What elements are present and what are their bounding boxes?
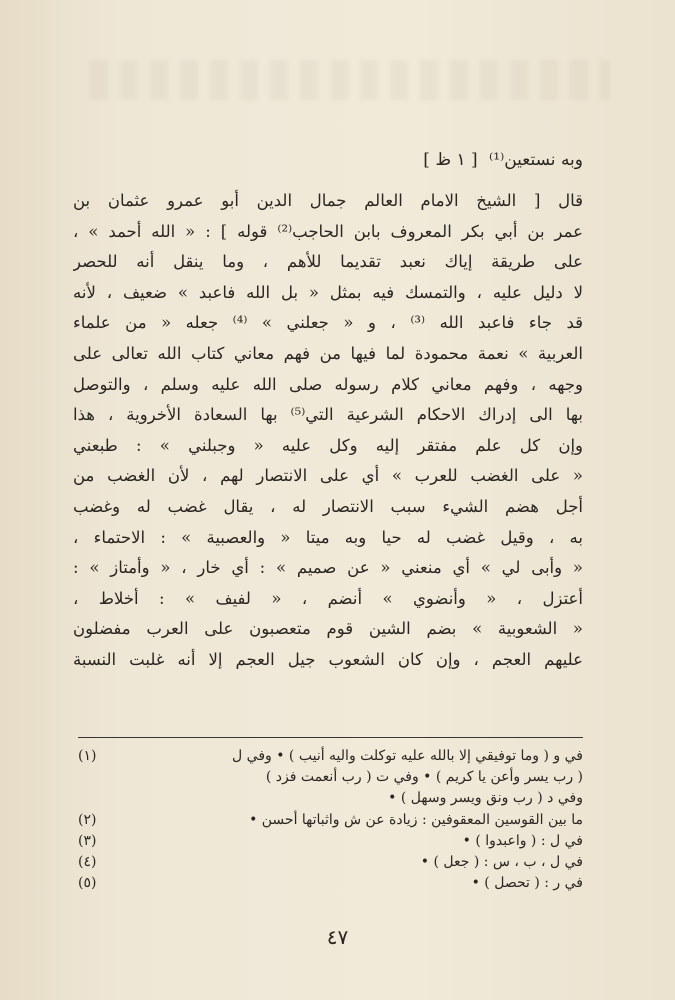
footnote-text: وفي د ( رب ونق ويسر وسهل ) • <box>388 790 583 807</box>
footnote-number-blank <box>78 767 122 788</box>
footnote-item <box>78 852 583 873</box>
page-number: ٤٧ <box>326 925 349 949</box>
footnote-continuation <box>78 788 583 809</box>
text-line: وجهه ، وفهم معاني كلام رسوله صلى الله عليه وسلم ، والتوصل <box>73 374 583 394</box>
footnote-item <box>78 746 583 767</box>
footnote-item <box>78 873 583 894</box>
footnote-number: (٤) <box>78 854 97 871</box>
text-line: أعتزل ، « وأنضوي » أنضم ، « لفيف » : أخلاط ، <box>73 588 583 608</box>
heading-text: وبه نستعين⁽¹⁾ <box>489 150 583 170</box>
footnote-text: في ل : ( واعبدوا ) • <box>462 832 583 849</box>
text-line: بها الى إدراك الاحكام الشرعية التي⁽⁵⁾ بها السعادة الأخروية ، هذا <box>73 405 583 425</box>
text-line: لا دليل عليه ، والتمسك فيه بمثل « بل الله فاعبد » ضعيف ، لأنه <box>73 282 583 302</box>
footnote-number: (٢) <box>78 811 97 828</box>
footnote-text: في ل ، ب ، س : ( جعل ) • <box>420 854 583 871</box>
footnote-divider <box>78 737 583 738</box>
text-line: أجل هضم الشيء سبب الانتصار له ، يقال غضب له وغضب <box>73 496 583 516</box>
footnote-text: في ر : ( تحصل ) • <box>471 875 583 892</box>
text-line: به ، وقيل غضب له حيا وبه ميتا « والعصبية » : الاحتماء ، <box>73 527 583 547</box>
heading-line <box>83 148 583 172</box>
text-line: « على الغضب للعرب » أي على الانتصار لهم ، لأن الغضب من <box>73 466 583 486</box>
text-line: عمر بن أبي بكر المعروف بابن الحاجب⁽²⁾ قوله ] : « الله أحمد » ، <box>73 221 583 241</box>
footnote-text: ما بين القوسين المعقوفين : زيادة عن ش واثباتها أحسن • <box>249 811 583 828</box>
text-line: قد جاء فاعبد الله ⁽³⁾ ، و « جعلني » ⁽⁴⁾ جعله « من علماء <box>73 313 583 333</box>
text-line: وإن كل علم مفتقر إليه وكل عليه « وجبلني » : طبعني <box>73 435 583 455</box>
footnote-number: (٣) <box>78 832 97 849</box>
footnote-continuation <box>78 767 583 788</box>
text-line: العربية » نعمة محمودة لما فيها من فهم معاني كتاب الله تعالى على <box>73 343 583 363</box>
footnote-number: (١) <box>78 748 97 764</box>
text-line: على طريقة إياك نعبد تقديما للأهم ، وما ينقل أنه للحصر <box>73 252 583 272</box>
main-text <box>73 186 583 676</box>
footnote-item <box>78 810 583 831</box>
footnote-number-blank <box>78 788 122 809</box>
bleed-through-shadow <box>90 60 610 100</box>
footnote-text: ( رب يسر وأعن يا كريم ) • وفي ت ( رب أنعمت فزد ) <box>265 769 583 786</box>
text-line: عليهم العجم ، وإن كان الشعوب جيل العجم إلا أنه غلبت النسبة <box>73 649 583 669</box>
footnote-text: في و ( وما توفيقي إلا بالله عليه توكلت واليه أنيب ) • وفي ل <box>232 748 583 764</box>
text-line: « الشعوبية » بضم الشين قوم متعصبون على العرب مفضلون <box>73 619 583 639</box>
footnote-item <box>78 831 583 852</box>
footnote-number: (٥) <box>78 875 97 892</box>
footnotes <box>78 746 583 894</box>
text-line: « وأبى لي » أي منعني « عن صميم » : أي خار ، « وأمتاز » : <box>73 558 583 578</box>
folio-marker: [ ١ ظ ] <box>423 150 478 170</box>
text-line: قال [ الشيخ الامام العالم جمال الدين أبو عمرو عثمان بن <box>73 191 583 210</box>
